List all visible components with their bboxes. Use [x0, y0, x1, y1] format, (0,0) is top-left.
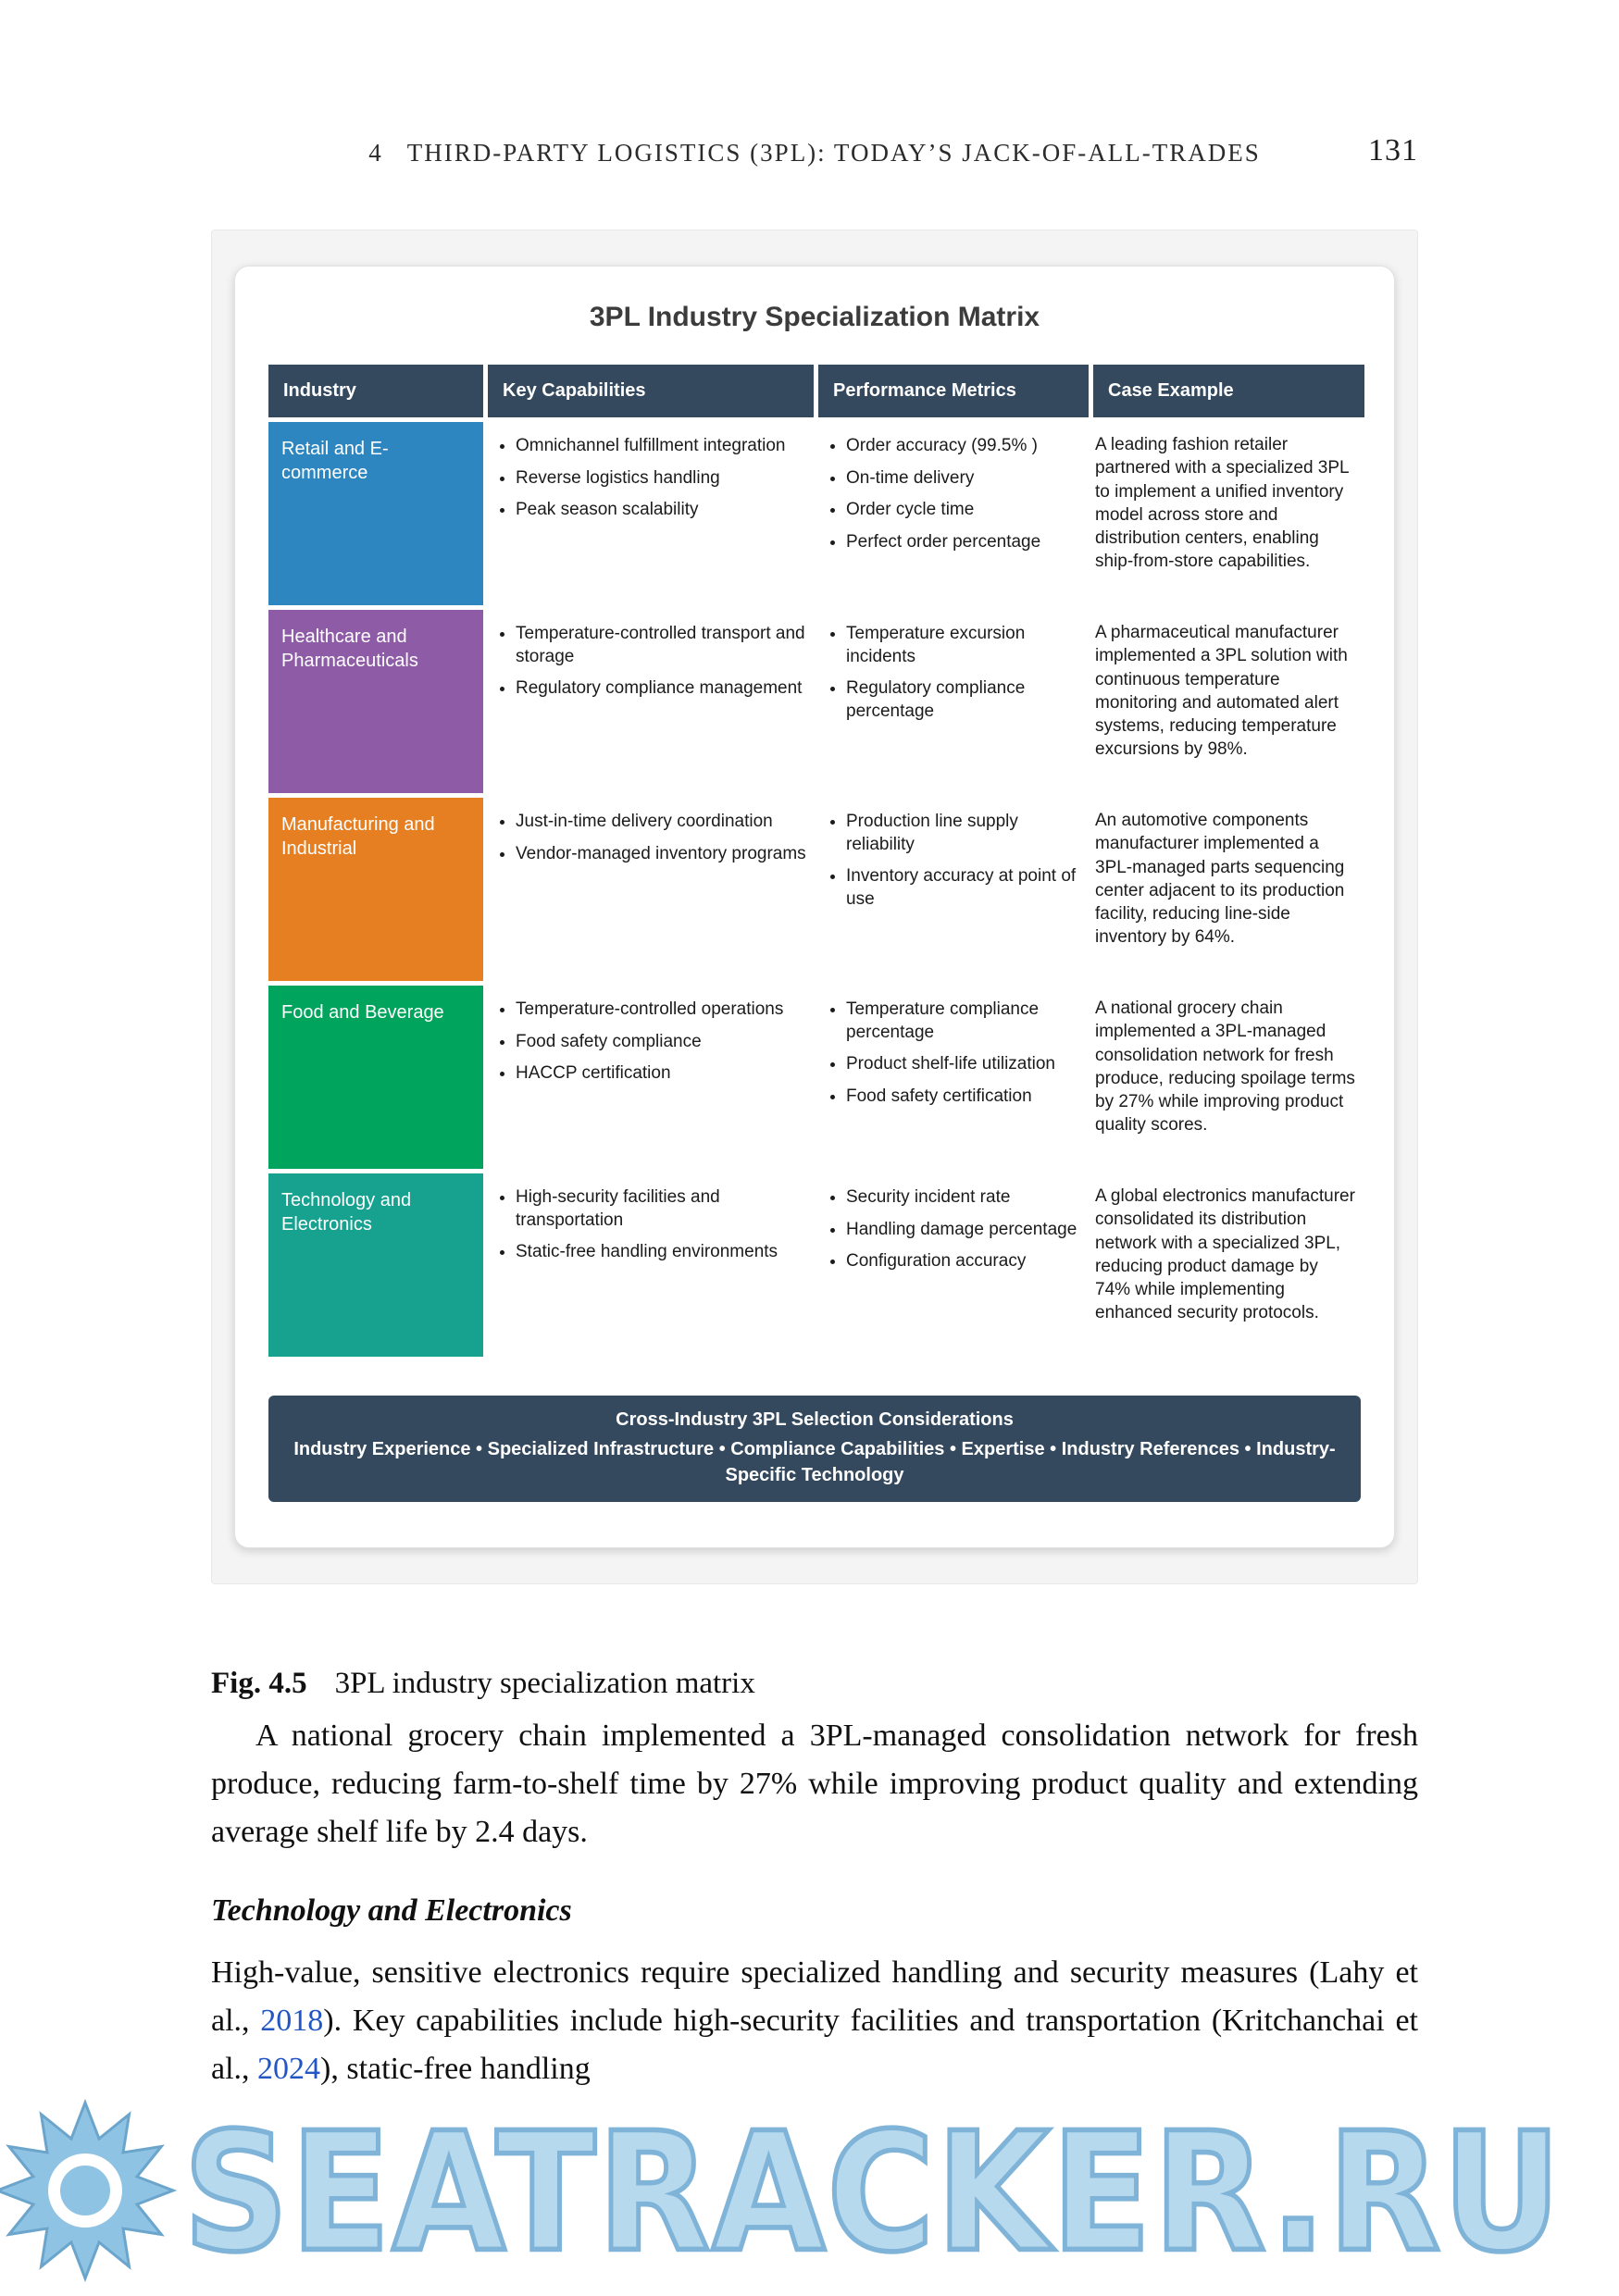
section-subheading: Technology and Electronics — [211, 1893, 572, 1928]
matrix-metrics-cell: • Temperature compliance percentage • Product shelf-life utilization • Food safety certification — [818, 986, 1089, 1169]
figure-title: 3PL Industry Specialization Matrix — [589, 302, 1040, 332]
watermark — [0, 2093, 1619, 2292]
body-paragraph-2 — [211, 1949, 1418, 2093]
chapter-title-text: THIRD-PARTY LOGISTICS (3PL): TODAY’S JACK-OF-ALL-TRADES — [406, 139, 1261, 167]
citation-link-2018[interactable]: 2018 — [260, 2004, 324, 2038]
figure-caption — [211, 1667, 1418, 1701]
matrix-case-cell: A national grocery chain implemented a 3PL-managed consolidation network for fresh produce, reducing spoilage terms by 27% while improving product quality scores. — [1093, 986, 1364, 1169]
considerations-items: Industry Experience • Specialized Infrastructure • Compliance Capabilities • Expertise • Industry References • Industry-Specific Technology — [293, 1439, 1336, 1485]
matrix-capabilities-cell: • Temperature-controlled operations • Food safety compliance • HACCP certification — [488, 986, 814, 1169]
specialization-matrix — [268, 365, 1361, 1357]
matrix-capabilities-cell: • Omnichannel fulfillment integration • Reverse logistics handling • Peak season scalability — [488, 422, 814, 605]
body-paragraph-1: A national grocery chain implemented a 3PL-managed consolidation network for fresh produce, reducing farm-to-shelf time by 27% while improving product quality and extending average shelf life by 2.4 days. — [211, 1719, 1418, 1849]
matrix-industry-cell: Manufacturing and Industrial — [268, 798, 483, 981]
matrix-column-header: Performance Metrics — [818, 365, 1089, 417]
page-number: 131 — [1368, 133, 1418, 168]
watermark-text: SEATRACKER.RU — [183, 2097, 1563, 2289]
matrix-industry-cell: Technology and Electronics — [268, 1173, 483, 1357]
figure-caption-text: 3PL industry specialization matrix — [334, 1667, 755, 1700]
considerations-bar — [268, 1396, 1361, 1502]
matrix-case-cell: A global electronics manufacturer consolidated its distribution network with a specialized 3PL, reducing product damage by 74% while implementing enhanced security protocols. — [1093, 1173, 1364, 1357]
paragraph-2-text: ), static-free handling — [320, 2052, 591, 2086]
matrix-case-cell: A leading fashion retailer partnered with a specialized 3PL to implement a unified inventory model across store and distribution centers, enabling ship-from-store capabilities. — [1093, 422, 1364, 605]
paragraph-2-text: High-value, sensitive electronics require specialized handling and security measures (Lahy et al., — [211, 1955, 1418, 2038]
running-header — [211, 133, 1418, 176]
sun-logo-icon — [0, 2098, 178, 2288]
matrix-column-header: Industry — [268, 365, 483, 417]
matrix-case-cell: A pharmaceutical manufacturer implemented a 3PL solution with continuous temperature monitoring and automated alert systems, reducing temperature excursions by 98%. — [1093, 610, 1364, 793]
matrix-capabilities-cell: • Just-in-time delivery coordination • Vendor-managed inventory programs — [488, 798, 814, 981]
chapter-number: 4 — [368, 139, 383, 167]
matrix-capabilities-cell: • Temperature-controlled transport and storage • Regulatory compliance management — [488, 610, 814, 793]
matrix-column-header: Case Example — [1093, 365, 1364, 417]
matrix-capabilities-cell: • High-security facilities and transportation • Static-free handling environments — [488, 1173, 814, 1357]
paragraph-2-text: ). Key capabilities include high-security facilities and transportation (Kritchanchai et al., — [211, 2004, 1418, 2086]
figure-caption-label: Fig. 4.5 — [211, 1667, 307, 1700]
matrix-column-header: Key Capabilities — [488, 365, 814, 417]
matrix-case-cell: An automotive components manufacturer implemented a 3PL-managed parts sequencing center adjacent to its production facility, reducing line-side inventory by 64%. — [1093, 798, 1364, 981]
figure-card — [234, 266, 1395, 1548]
figure-panel — [211, 230, 1418, 1584]
matrix-metrics-cell: • Temperature excursion incidents • Regulatory compliance percentage — [818, 610, 1089, 793]
considerations-title: Cross-Industry 3PL Selection Considerations — [616, 1409, 1014, 1430]
matrix-industry-cell: Healthcare and Pharmaceuticals — [268, 610, 483, 793]
matrix-metrics-cell: • Production line supply reliability • Inventory accuracy at point of use — [818, 798, 1089, 981]
matrix-industry-cell: Retail and E-commerce — [268, 422, 483, 605]
chapter-title — [211, 139, 1418, 168]
citation-link-2024[interactable]: 2024 — [257, 2052, 321, 2086]
matrix-metrics-cell: • Security incident rate • Handling damage percentage • Configuration accuracy — [818, 1173, 1089, 1357]
matrix-metrics-cell: • Order accuracy (99.5% ) • On-time delivery • Order cycle time • Perfect order percentage — [818, 422, 1089, 605]
matrix-industry-cell: Food and Beverage — [268, 986, 483, 1169]
